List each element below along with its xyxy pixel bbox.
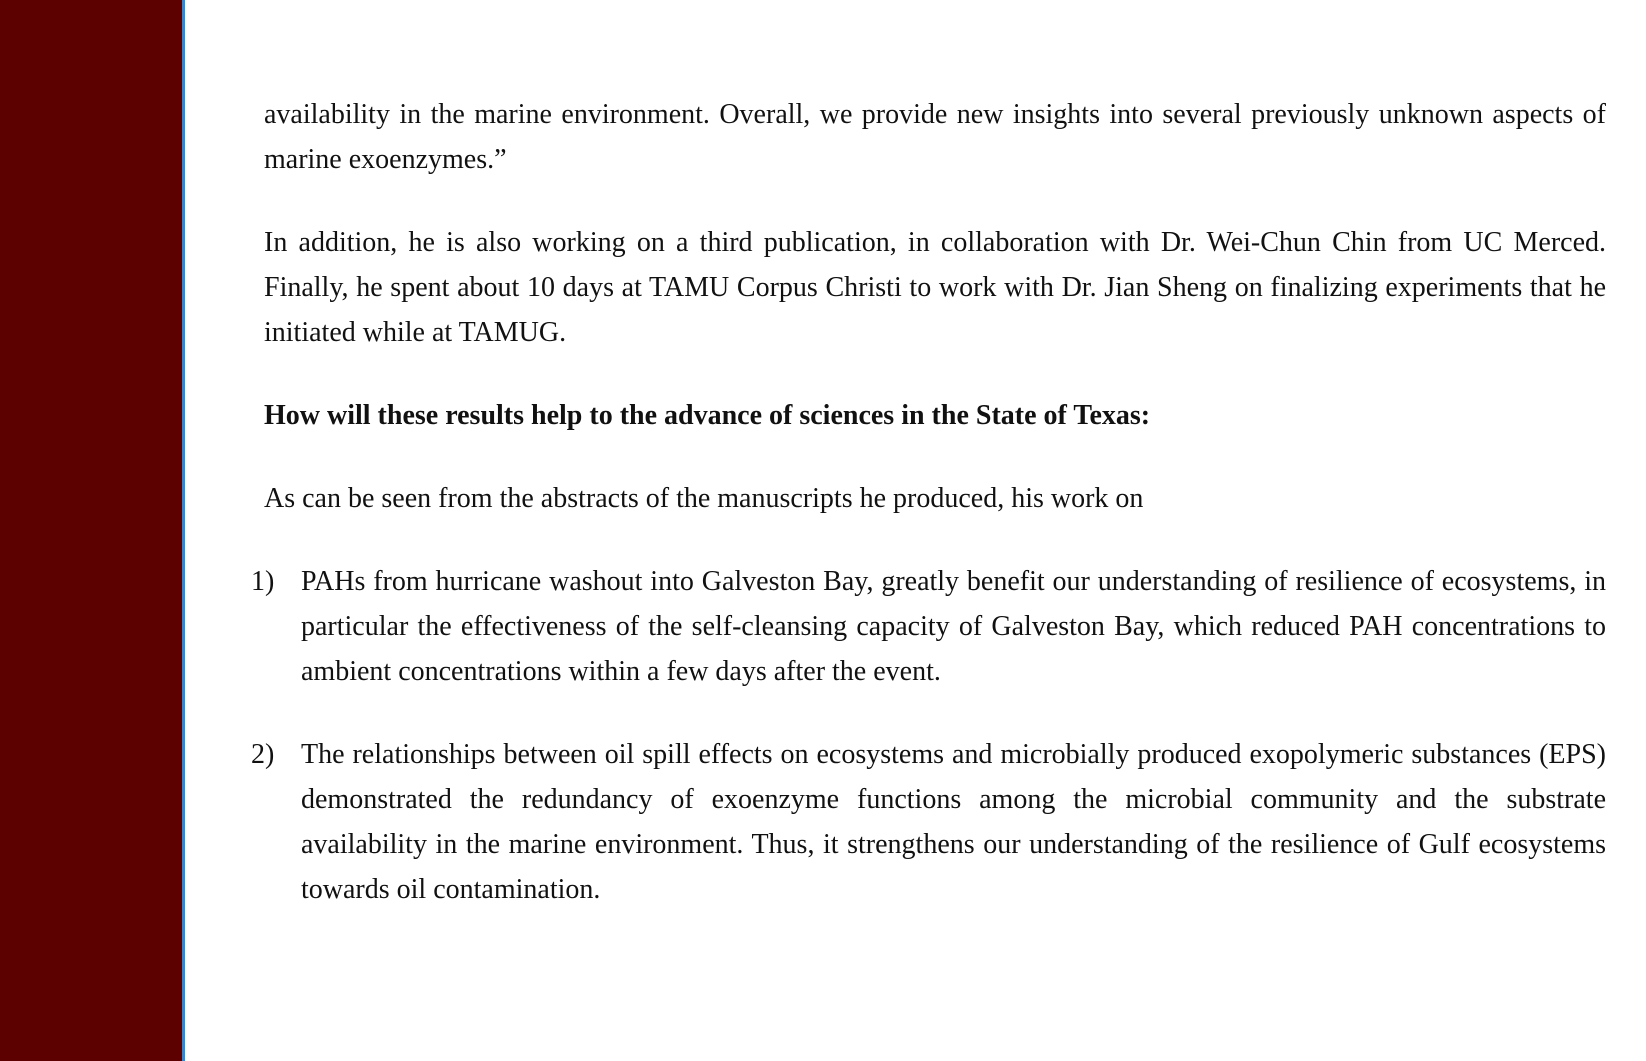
section-heading: How will these results help to the advance of sciences in the State of Texas: [264,400,1151,431]
intro-paragraph-1: availability in the marine environment. Overall, we provide new insights into several previously unknown aspects of marine exoenzymes.” [264,99,1606,175]
results-list [251,559,1606,912]
document-body [251,92,1606,950]
list-item-text: PAHs from hurricane washout into Galveston Bay, greatly benefit our understanding of resilience of ecosystems, in particular the effectiveness of the self-cleansing capacity of Galveston Bay, which reduced PAH concentrations to ambient concentrations within a few days after the event. [301,566,1606,687]
list-item-number: 1) [251,566,275,597]
list-item-text: The relationships between oil spill effects on ecosystems and microbially produced exopolymeric substances (EPS) demonstrated the redundancy of exoenzyme functions among the microbial community and the substrate availability in the marine environment. Thus, it strengthens our understanding of the resilience of Gulf ecosystems towards oil contamination. [301,739,1606,905]
intro-paragraph-2: In addition, he is also working on a third publication, in collaboration with Dr. Wei-Chun Chin from UC Merced. Finally, he spent about 10 days at TAMU Corpus Christi to work with Dr. Jian Sheng on finalizing experiments that he initiated while at TAMUG. [264,227,1606,348]
sidebar-edge-line [182,0,185,1061]
list-item [251,732,1606,912]
list-item-number: 2) [251,739,275,770]
lead-sentence: As can be seen from the abstracts of the manuscripts he produced, his work on [264,483,1144,514]
list-item [251,559,1606,694]
sidebar-band [0,0,182,1061]
